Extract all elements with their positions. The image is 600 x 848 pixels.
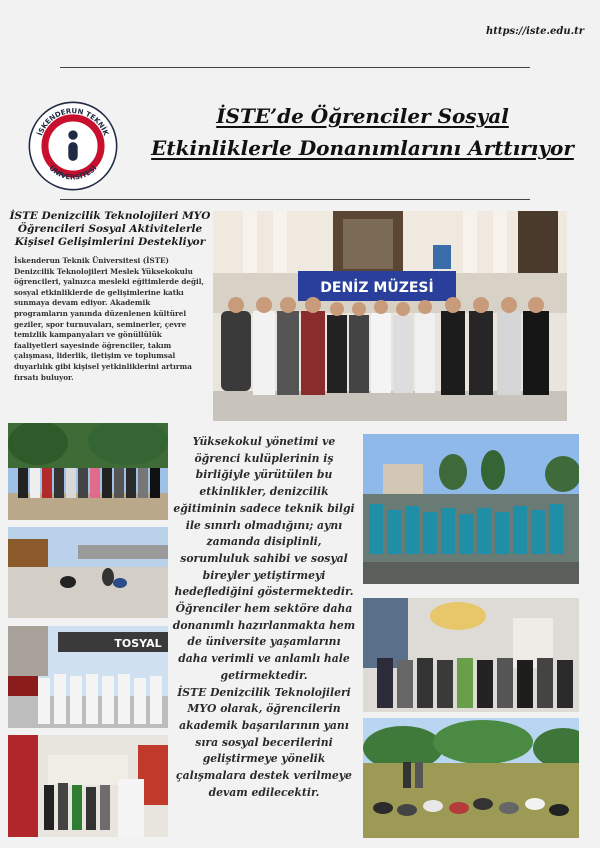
page-title-line-2: Etkinliklerle Donanımlarını Arttırıyor	[151, 136, 574, 160]
museum-group-photo	[213, 211, 567, 421]
intro-line: temizlik kampanyaları ve gönüllülük	[14, 330, 162, 340]
intro-line: programların yanında düzenlenen kültürel	[14, 308, 187, 318]
body-line: MYO olarak, öğrencilerin	[187, 702, 341, 716]
body-line: zamanda disiplinli,	[206, 535, 322, 549]
svg-text:İSKENDERUN TEKNİK: İSKENDERUN TEKNİK	[35, 106, 111, 137]
intro-line: faaliyetleri sayesinde öğrenciler, takım	[14, 340, 172, 350]
svg-text:ÜNİVERSİTESİ: ÜNİVERSİTESİ	[47, 163, 99, 182]
top-divider	[60, 67, 530, 68]
indoor-visit-photo	[8, 735, 168, 837]
body-line: geliştirmeye yönelik	[202, 752, 326, 766]
body-line: donanımlı hazırlanmakta hem	[172, 618, 356, 632]
intro-line: duyarlılık gibi kişisel yetkinliklerini artırma	[14, 361, 192, 371]
article-body	[170, 434, 358, 801]
group-photo-park	[8, 423, 168, 520]
intro-line: sosyal etkinliklerde de gelişimlerine katkı	[14, 287, 184, 297]
body-line: İSTE Denizcilik Teknolojileri	[177, 685, 351, 699]
website-url[interactable]: https://iste.edu.tr	[485, 26, 584, 37]
intro-section	[8, 210, 212, 383]
intro-paragraph	[14, 256, 212, 383]
body-line: Öğrenciler hem sektöre daha	[175, 602, 353, 616]
intro-heading	[8, 210, 212, 249]
page-title	[135, 100, 590, 164]
intro-heading-line: Öğrencileri Sosyal Aktivitelerle	[17, 223, 203, 235]
university-logo	[14, 100, 132, 192]
body-line: hedeflediğini göstermektedir.	[174, 585, 354, 599]
body-line: sorumluluk sahibi ve sosyal	[180, 551, 348, 565]
museum-sign-text: DENİZ MÜZESİ	[320, 280, 434, 296]
intro-heading-line: İSTE Denizcilik Teknolojileri MYO	[9, 210, 211, 222]
body-line: de üniversite yaşamlarını	[187, 635, 341, 649]
body-line: birliğiyle yürütülen bu	[195, 468, 333, 482]
hall-group-photo	[363, 598, 579, 712]
intro-line: öğrencileri, yalnızca mesleki eğitimlerde değil,	[14, 277, 204, 287]
children-event-photo	[363, 434, 579, 584]
body-line: getirmektedir.	[220, 668, 308, 682]
picnic-photo	[363, 718, 579, 838]
intro-line: fırsatı buluyor.	[14, 372, 74, 382]
tosyal-visit-photo	[8, 626, 168, 728]
body-line: akademik başarılarının yanı	[179, 718, 349, 732]
body-line: devam edilecektir.	[208, 785, 320, 799]
body-line: ile sınırlı olmadığını; aynı	[185, 518, 343, 532]
body-line: öğrenci kulüplerinin iş	[194, 451, 334, 465]
intro-line: sunmaya devam ediyor. Akademik	[14, 298, 151, 308]
body-line: eğitiminin sadece teknik bilgi	[173, 501, 355, 515]
store-sign-text: TOSYAL	[114, 637, 162, 650]
body-line: etkinlikler, denizcilik	[199, 485, 329, 499]
beach-cleanup-photo	[8, 527, 168, 618]
body-line: sıra sosyal becerilerini	[195, 735, 333, 749]
body-line: bireyler yetiştirmeyi	[202, 568, 326, 582]
intro-heading-line: Kişisel Gelişimlerini Destekliyor	[14, 236, 206, 248]
intro-line: geziler, spor turnuvaları, seminerler, çevre	[14, 319, 187, 329]
body-line: daha verimli ve anlamlı hale	[178, 652, 350, 666]
body-line: Yüksekokul yönetimi ve	[192, 435, 336, 448]
intro-line: Denizcilik Teknolojileri Meslek Yüksekokulu	[14, 266, 193, 276]
page-title-line-1: İSTE’de Öğrenciler Sosyal	[216, 104, 509, 128]
intro-line: çalışması, liderlik, iletişim ve toplumsal	[14, 351, 176, 361]
header-divider	[60, 199, 530, 200]
intro-line: İskenderun Teknik Üniversitesi (İSTE)	[14, 256, 169, 265]
body-line: çalışmalara destek verilmeye	[176, 769, 352, 783]
